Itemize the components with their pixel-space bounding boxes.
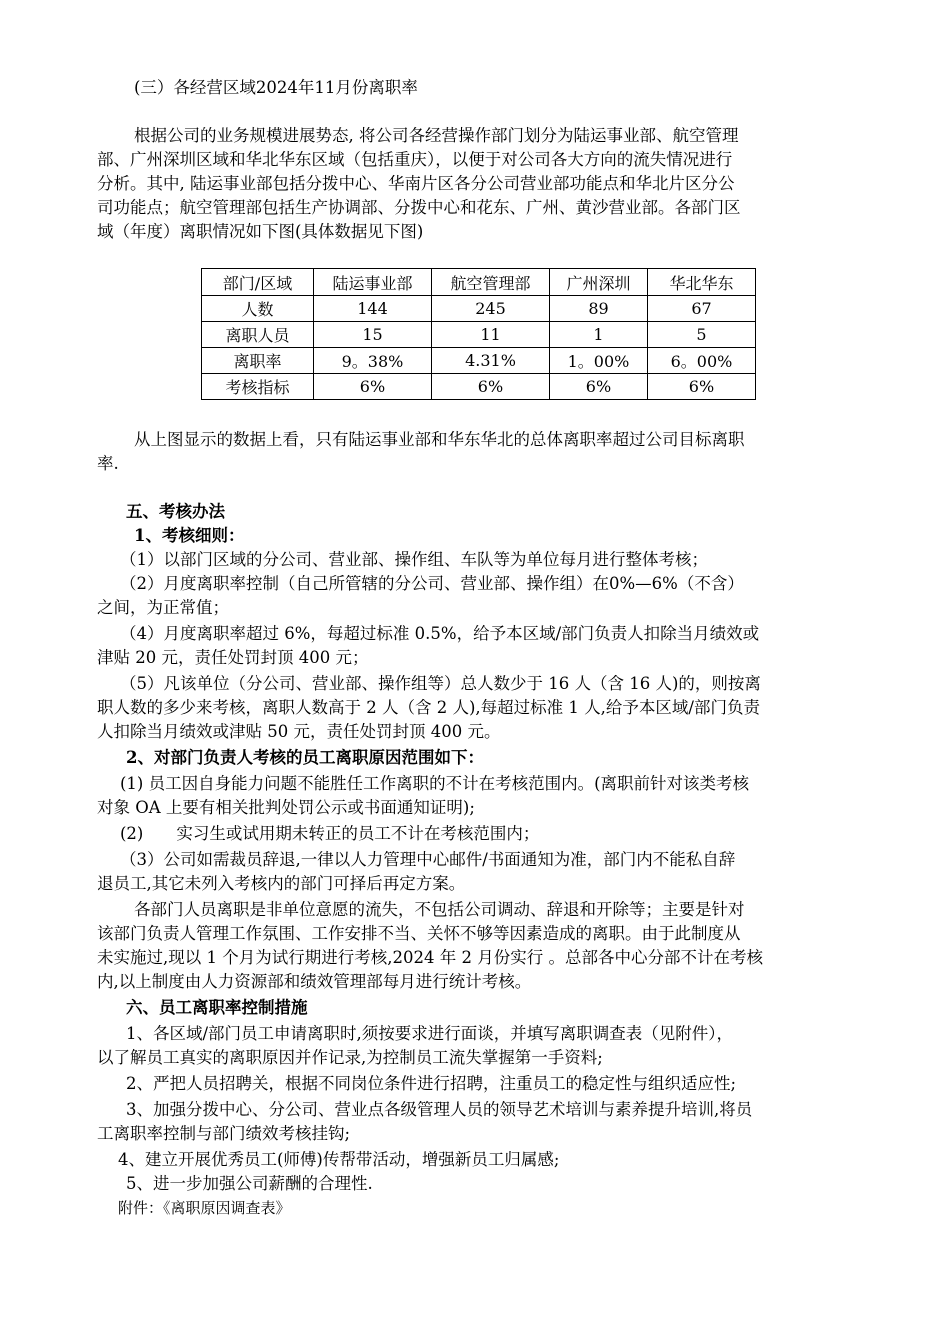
table-cell: 5 bbox=[648, 322, 756, 348]
table-cell: 245 bbox=[432, 296, 550, 322]
table-cell: 人数 bbox=[202, 296, 314, 322]
table-cell: 9。38% bbox=[314, 348, 432, 374]
turnover-table bbox=[201, 268, 756, 400]
measure-line: 2、严把人员招聘关，根据不同岗位条件进行招聘，注重员工的稳定性与组织适应性; bbox=[126, 1074, 737, 1093]
reason-line: (1) 员工因自身能力问题不能胜任工作离职的不计在考核范围内。(离职前针对该类考核 bbox=[120, 774, 750, 793]
table-cell: 6% bbox=[648, 374, 756, 400]
table-cell: 离职率 bbox=[202, 348, 314, 374]
table-header-cell: 华北华东 bbox=[648, 269, 756, 296]
table-cell: 离职人员 bbox=[202, 322, 314, 348]
table-row bbox=[202, 374, 756, 400]
measure-line: 3、加强分拨中心、分公司、营业点各级管理人员的领导艺术培训与素养提升培训,将员 bbox=[126, 1100, 753, 1119]
summary-line: 率. bbox=[97, 454, 119, 473]
table-cell: 11 bbox=[432, 322, 550, 348]
table-cell: 89 bbox=[550, 296, 648, 322]
reason-line: (2) 实习生或试用期未转正的员工不计在考核范围内； bbox=[120, 824, 540, 843]
rule-line: （1）以部门区域的分公司、营业部、操作组、车队等为单位每月进行整体考核； bbox=[120, 550, 708, 569]
measure-line: 5、进一步加强公司薪酬的合理性. bbox=[126, 1174, 373, 1193]
reason-line: 退员工,其它未列入考核内的部门可择后再定方案。 bbox=[97, 874, 466, 893]
rule-line: （5）凡该单位（分公司、营业部、操作组等）总人数少于 16 人（含 16 人)的，则按离 bbox=[120, 674, 761, 693]
measure-line: 工离职率控制与部门绩效考核挂钩; bbox=[97, 1124, 351, 1143]
measure-line: 以了解员工真实的离职原因并作记录,为控制员工流失掌握第一手资料; bbox=[97, 1048, 603, 1067]
table-cell: 6% bbox=[314, 374, 432, 400]
table-row bbox=[202, 348, 756, 374]
intro-line: 根据公司的业务规模进展势态, 将公司各经营操作部门划分为陆运事业部、航空管理 bbox=[134, 126, 739, 145]
intro-line: 域（年度）离职情况如下图(具体数据见下图) bbox=[97, 222, 424, 241]
table-header-cell: 航空管理部 bbox=[432, 269, 550, 296]
table-cell: 1 bbox=[550, 322, 648, 348]
table-header-cell: 部门/区域 bbox=[202, 269, 314, 296]
table-header-cell: 陆运事业部 bbox=[314, 269, 432, 296]
section-5-title: 五、考核办法 bbox=[126, 502, 225, 521]
measure-line: 1、各区域/部门员工申请离职时,须按要求进行面谈，并填写离职调查表（见附件）， bbox=[126, 1024, 734, 1043]
rule-line: 人扣除当月绩效或津贴 50 元，责任处罚封顶 400 元。 bbox=[97, 722, 501, 741]
rule-line: 之间，为正常值； bbox=[97, 598, 229, 617]
table-row bbox=[202, 322, 756, 348]
table-cell: 4.31% bbox=[432, 348, 550, 374]
rule-line: （2）月度离职率控制（自己所管辖的分公司、营业部、操作组）在0%—6%（不含） bbox=[120, 574, 744, 593]
intro-line: 分析。其中, 陆运事业部包括分拨中心、华南片区各分公司营业部功能点和华北片区分公 bbox=[97, 174, 735, 193]
section-heading: (三）各经营区域2024年11月份离职率 bbox=[134, 78, 418, 97]
paragraph-line: 未实施过,现以 1 个月为试行期进行考核,2024 年 2 月份实行 。总部各中心分部不计在考核 bbox=[97, 948, 763, 967]
summary-line: 从上图显示的数据上看，只有陆运事业部和华东华北的总体离职率超过公司目标离职 bbox=[134, 430, 745, 449]
table-cell: 1。00% bbox=[550, 348, 648, 374]
reason-line: 对象 OA 上要有相关批判处罚公示或书面通知证明); bbox=[97, 798, 475, 817]
table-cell: 6。00% bbox=[648, 348, 756, 374]
attachment-note: 附件：《离职原因调查表》 bbox=[118, 1199, 291, 1217]
paragraph-line: 内,以上制度由人力资源部和绩效管理部每月进行统计考核。 bbox=[97, 972, 532, 991]
table-cell: 考核指标 bbox=[202, 374, 314, 400]
measure-line: 4、建立开展优秀员工(师傅)传帮带活动，增强新员工归属感; bbox=[118, 1150, 560, 1169]
section-5-subtitle: 1、考核细则： bbox=[134, 526, 245, 545]
table-cell: 15 bbox=[314, 322, 432, 348]
table-row bbox=[202, 296, 756, 322]
intro-line: 部、广州深圳区域和华北华东区域（包括重庆），以便于对公司各大方向的流失情况进行 bbox=[97, 150, 733, 169]
section-5-subtitle: 2、对部门负责人考核的员工离职原因范围如下： bbox=[126, 748, 484, 767]
table-cell: 6% bbox=[550, 374, 648, 400]
table-header-row bbox=[202, 269, 756, 296]
rule-line: （4）月度离职率超过 6%，每超过标准 0.5%，给予本区域/部门负责人扣除当月绩效或 bbox=[120, 624, 760, 643]
table-cell: 67 bbox=[648, 296, 756, 322]
paragraph-line: 该部门负责人管理工作氛围、工作安排不当、关怀不够等因素造成的离职。由于此制度从 bbox=[97, 924, 741, 943]
section-6-title: 六、员工离职率控制措施 bbox=[126, 998, 308, 1017]
table-cell: 144 bbox=[314, 296, 432, 322]
rule-line: 津贴 20 元，责任处罚封顶 400 元； bbox=[97, 648, 369, 667]
rule-line: 职人数的多少来考核，离职人数高于 2 人（含 2 人),每超过标准 1 人,给予本区域/部门负责 bbox=[97, 698, 760, 717]
table-cell: 6% bbox=[432, 374, 550, 400]
reason-line: （3）公司如需裁员辞退,一律以人力管理中心邮件/书面通知为准，部门内不能私自辞 bbox=[120, 850, 736, 869]
paragraph-line: 各部门人员离职是非单位意愿的流失，不包括公司调动、辞退和开除等；主要是针对 bbox=[134, 900, 745, 919]
table-header-cell: 广州深圳 bbox=[550, 269, 648, 296]
intro-line: 司功能点；航空管理部包括生产协调部、分拨中心和花东、广州、黄沙营业部。各部门区 bbox=[97, 198, 741, 217]
